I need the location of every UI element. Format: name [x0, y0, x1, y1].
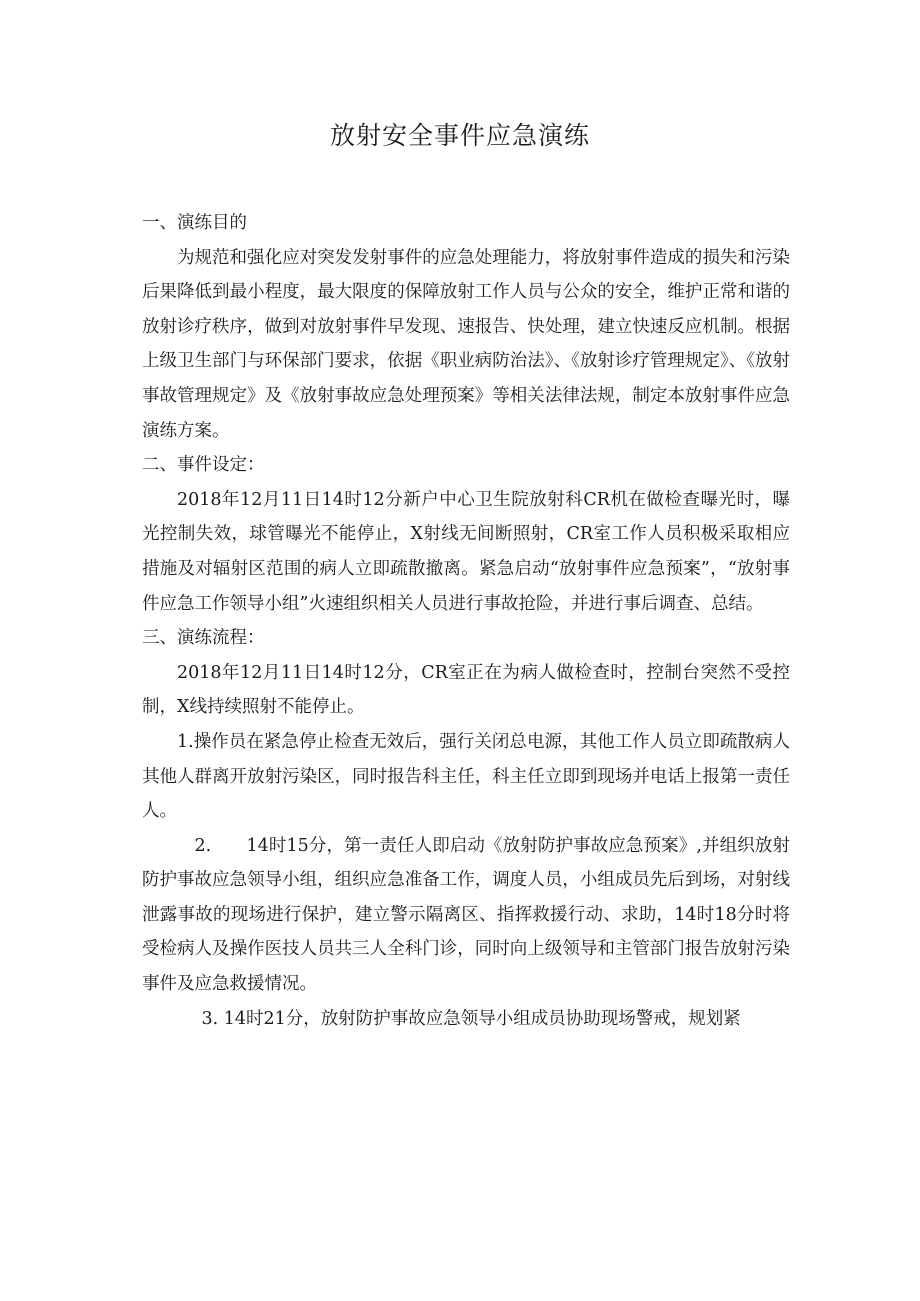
procedure-step-3: 3. 14时21分，放射防护事故应急领导小组成员协助现场警戒，规划紧 — [201, 1008, 741, 1029]
paragraph-procedure-intro: 2018年12月11日14时12分，CR室正在为病人做检查时，控制台突然不受控制，X线持续照射不能停止。 — [142, 662, 790, 718]
section-heading-procedure: 三、演练流程： — [142, 628, 265, 649]
section-heading-purpose: 一、演练目的 — [142, 213, 247, 233]
section-heading-scenario: 二、事件设定： — [142, 455, 265, 476]
procedure-step-2: 2. 14时15分，第一责任人即启动《放射防护事故应急预案》,并组织放射防护事故应急领导小组，组织应急准备工作，调度人员，小组成员先后到场，对射线泄露事故的现场进行保护，建立警示隔离区、指挥救援行动、求助，14时18分时将受检病人及操作医技人员共三人全科门诊，同时向上级领导和主管部门报告放射污染事件及应急救援情况。 — [142, 835, 790, 995]
paragraph-purpose: 为规范和强化应对突发发射事件的应急处理能力，将放射事件造成的损失和污染后果降低到最小程度，最大限度的保障放射工作人员与公众的安全，维护正常和谐的放射诊疗秩序，做到对放射事件早发现、速报告、快处理，建立快速反应机制。根据上级卫生部门与环保部门要求，依据《职业病防治法》、《放射诊疗管理规定》、《放射事故管理规定》及《放射事故应急处理预案》等相关法律法规，制定本放射事件应急演练方案。 — [142, 247, 790, 441]
document-body — [142, 206, 790, 1036]
paragraph-scenario: 2018年12月11日14时12分新户中心卫生院放射科CR机在做检查曝光时，曝光控制失效，球管曝光不能停止，X射线无间断照射，CR室工作人员积极采取相应措施及对辐射区范围的病人立即疏散撤离。紧急启动“放射事件应急预案”，“放射事件应急工作领导小组”火速组织相关人员进行事故抢险，并进行事后调查、总结。 — [142, 489, 790, 614]
procedure-step-1: 1.操作员在紧急停止检查无效后，强行关闭总电源，其他工作人员立即疏散病人其他人群离开放射污染区，同时报告科主任，科主任立即到现场并电话上报第一责任人。 — [142, 731, 790, 822]
document-title: 放射安全事件应急演练 — [329, 121, 590, 150]
